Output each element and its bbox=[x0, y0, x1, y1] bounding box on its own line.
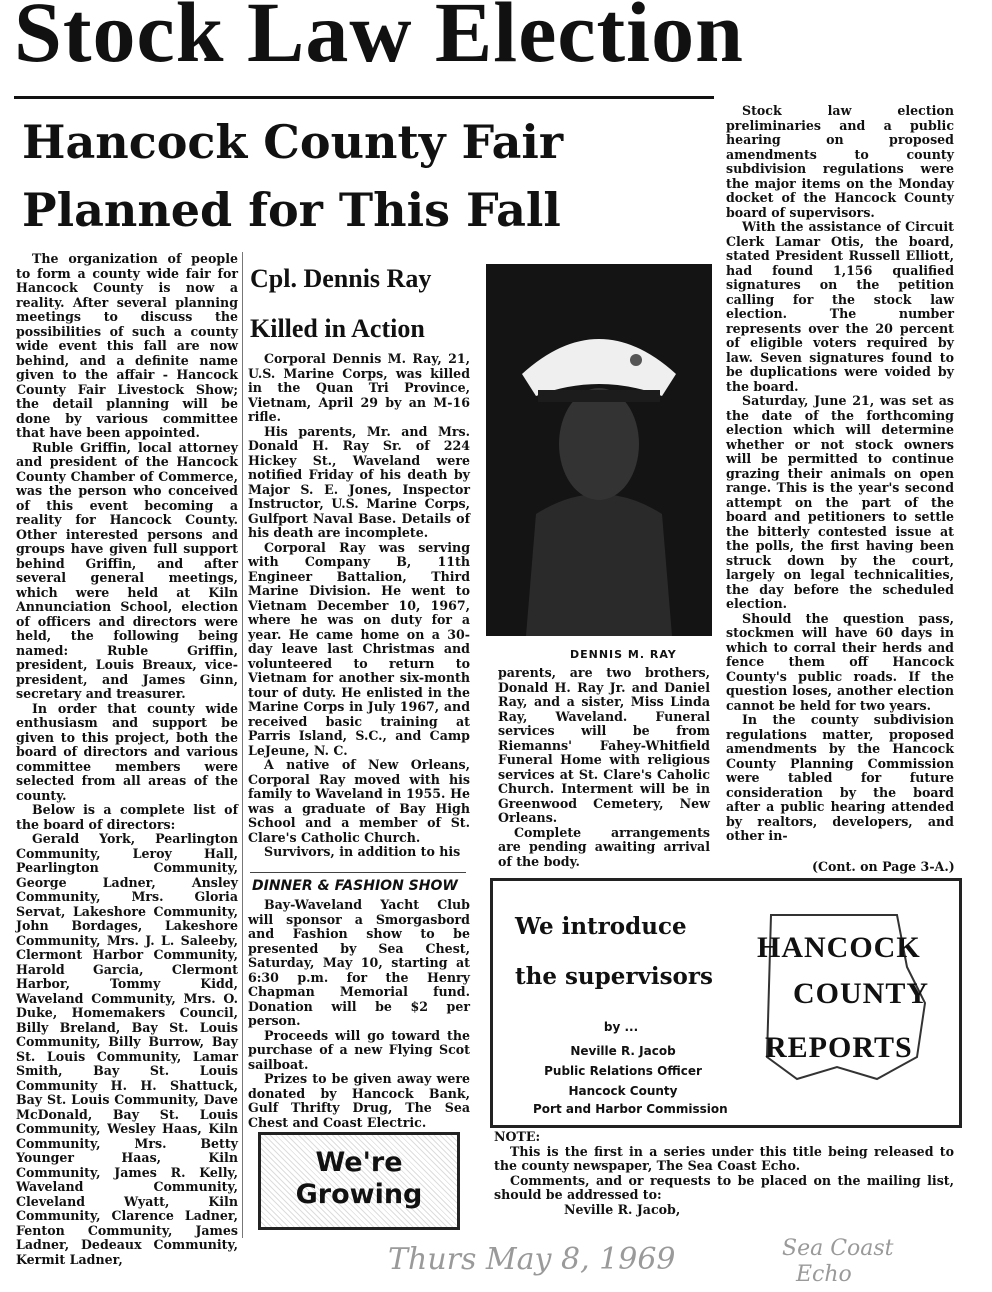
supervisors-by: by ... bbox=[603, 1020, 639, 1034]
ray-paragraph-5: Survivors, in addition to his bbox=[264, 844, 461, 859]
dinner-paragraph-1: Bay-Waveland Yacht Club will sponsor a Smorgasbord and Fashion show to be presented by Sea Chest, Saturday, May 10, starting at 6:30 p.m. for the Henry Chapman Memorial fund. Donation will be $2 per person. bbox=[248, 897, 470, 1028]
dinner-paragraph-2: Proceeds will go toward the purchase of a new Flying Scot sailboat. bbox=[248, 1027, 470, 1072]
note-paragraph-2: Comments, and or requests to be placed on the mailing list, should be addressed to: bbox=[494, 1172, 954, 1202]
column-rule-1 bbox=[242, 252, 243, 1238]
supervisors-role: Public Relations Officer bbox=[544, 1064, 702, 1078]
handwritten-date: Thurs May 8, 1969 bbox=[388, 1242, 676, 1277]
were-growing-box bbox=[258, 1132, 460, 1230]
dinner-paragraph-3: Prizes to be given away were donated by Hancock Bank, Gulf Thrifty Drug, The Sea Chest and Coast Electric. bbox=[248, 1071, 470, 1130]
fair-paragraph-4: Below is a complete list of the board of directors: bbox=[16, 802, 238, 832]
fair-paragraph-2: Ruble Griffin, local attorney and president of the Hancock County Chamber of Commerce, was the person who conceived of this event becoming a reality for Hancock County. Other interested persons and groups have given full support behind Griffin, and after several general meetings, which were held at Kiln Annunciation School, election of officers and directors were held, the following being named: Ruble Griffin, president, Louis Breaux, vice-president, and James Ginn, secretary and treasurer. bbox=[16, 439, 238, 701]
logo-line-hancock: HANCOCK bbox=[757, 931, 921, 964]
ray-paragraph-1: Corporal Dennis M. Ray, 21, U.S. Marine Corps, was killed in the Quan Tri Province, Vietnam, April 29 by an M-16 rifle. bbox=[248, 351, 470, 424]
stock-law-story bbox=[726, 104, 954, 860]
ray-paragraph-3: Corporal Ray was serving with Company B, 11th Engineer Battalion, Third Marine Division. He went to Vietnam December 10, 1967, where he was on duty for a year. He came home on a 30-day leave last Christmas and volunteered to return to Vietnam for another six-month tour of duty. He enlisted in the Marine Corps in July 1967, and received basic training at Parris Island, S.C., and Camp LeJeune, N. C. bbox=[248, 539, 470, 758]
supervisors-box bbox=[490, 878, 962, 1128]
masthead-rule bbox=[14, 96, 714, 99]
ray-continuation-paragraph-2: Complete arrangements are pending awaiting arrival of the body. bbox=[498, 824, 710, 869]
were-growing-line-1: We're bbox=[315, 1147, 403, 1178]
supervisors-title-line-2: the supervisors bbox=[515, 963, 713, 990]
handwritten-paper-line-1: Sea Coast bbox=[782, 1236, 894, 1261]
dinner-story bbox=[248, 897, 470, 1130]
note-paragraph-3: Neville R. Jacob, bbox=[564, 1201, 681, 1217]
handwritten-paper-line-2: Echo bbox=[796, 1262, 852, 1287]
supervisors-org-2: Port and Harbor Commission bbox=[533, 1102, 728, 1116]
logo-line-county: COUNTY bbox=[793, 977, 930, 1010]
note-label: NOTE: bbox=[494, 1129, 541, 1144]
stock-law-paragraph-3: Saturday, June 21, was set as the date of the forthcoming election which will determine whether or not stock owners will be permitted to continue grazing their animals on open range. This is the year's second attempt on the part of the board and petitioners to settle the bitterly contested issue at the polls, the first having been struck down by the court, largely on legal technicalities, the day before the scheduled election. bbox=[726, 393, 954, 611]
stock-law-paragraph-4: Should the question pass, stockmen will have 60 days in which to corral their herds and fence them off Hancock County's public roads. If the question loses, another election cannot be held for two years. bbox=[726, 610, 954, 713]
supervisors-org-1: Hancock County bbox=[568, 1084, 678, 1098]
dennis-ray-photo bbox=[486, 264, 712, 636]
ray-continuation bbox=[498, 665, 710, 869]
masthead-title: Stock Law Election bbox=[14, 0, 744, 80]
ray-paragraph-4: A native of New Orleans, Corporal Ray moved with his family to Waveland in 1955. He was a graduate of Bay High School and a member of St. Clare's Catholic Church. bbox=[248, 757, 470, 845]
headline-line-1: Hancock County Fair bbox=[22, 115, 564, 169]
note-paragraph-1: This is the first in a series under this title being released to the county newspaper, The Sea Coast Echo. bbox=[494, 1143, 954, 1173]
supervisors-author: Neville R. Jacob bbox=[570, 1044, 676, 1058]
marine-portrait-image bbox=[486, 264, 712, 636]
ray-headline-line-1: Cpl. Dennis Ray bbox=[250, 264, 432, 293]
logo-line-reports: REPORTS bbox=[765, 1031, 913, 1064]
supervisors-note bbox=[494, 1130, 954, 1230]
stock-law-continued: (Cont. on Page 3-A.) bbox=[812, 859, 955, 874]
photo-caption: DENNIS M. RAY bbox=[570, 648, 677, 661]
fair-directors-list: Gerald York, Pearlington Community, Leroy Hall, Pearlington Community, George Ladner, Ansley Community, Mrs. Gloria Servat, Lakeshore Community, John Bordages, Lakeshore Community, Mrs. J. L. Saleeby, Clermont Harbor Community, Harold Garcia, Clermont Harbor, Tommy Kidd, Waveland Community, Mrs. O. Duke, Homemakers Council, Billy Breland, Bay St. Louis Community, Billy Burrow, Bay St. Louis Community, Lamar Smith, Bay St. Louis Community H. H. Shattuck, Bay St. Louis Community, Dave McDonald, Bay St. Louis Community, Wesley Haas, Kiln Community, Mrs. Betty Younger Haas, Kiln Community, James R. Kelly, Waveland Community, Cleveland Wyatt, Kiln Community, Clarence Ladner, Fenton Community, James Ladner, Dedeaux Community, Kermit Ladner, bbox=[16, 831, 238, 1267]
dinner-rule bbox=[250, 872, 466, 873]
ray-continuation-paragraph: parents, are two brothers, Donald H. Ray Jr. and Daniel Ray, and a sister, Miss Linda Ray, Waveland. Funeral services will be from Riemanns' Fahey-Whitfield Funeral Home with religious services at St. Clare's Caholic Church. Interment will be in Greenwood Cemetery, New Orleans. bbox=[498, 665, 710, 825]
ray-story bbox=[248, 352, 470, 870]
ray-paragraph-2: His parents, Mr. and Mrs. Donald H. Ray Sr. of 224 Hickey St., Waveland were notified Friday of his death by Major S. E. Jones, Inspector Instructor, U.S. Marine Corps, Gulfport Naval Base. Details of his death are incomplete. bbox=[248, 423, 470, 540]
supervisors-title-line-1: We introduce bbox=[515, 913, 687, 940]
fair-paragraph-3: In order that county wide enthusiasm and support be given to this project, both the board of directors and various committee members were selected from all areas of the county. bbox=[16, 700, 238, 803]
stock-law-paragraph-5: In the county subdivision regulations matter, proposed amendments by the Hancock County Planning Commission were tabled for future consideration by the board after a public hearing attended by realtors, developers, and other in- bbox=[726, 712, 954, 843]
stock-law-paragraph-2: With the assistance of Circuit Clerk Lamar Otis, the board, stated President Russell Elliott, had found 1,156 qualified signatures on the petition calling for the stock law election. The number represents over the 20 percent of eligible voters required by law. Seven signatures found to be duplications were voided by the board. bbox=[726, 219, 954, 394]
fair-story bbox=[16, 251, 238, 1267]
dinner-kicker: DINNER & FASHION SHOW bbox=[252, 878, 458, 894]
fair-paragraph-1: The organization of people to form a county wide fair for Hancock County is now a reality. After several planning meetings to discuss the possibilities of such a county wide event this fall are now behind, and a definite name given to the affair - Hancock County Fair Livestock Show; the detail planning will be done by various committee that have been appointed. bbox=[16, 251, 238, 440]
stock-law-paragraph-1: Stock law election preliminaries and a public hearing on proposed amendments to county subdivision regulations were the major items on the Monday docket of the Hancock County board of supervisors. bbox=[726, 103, 954, 220]
were-growing-line-2: Growing bbox=[295, 1179, 423, 1210]
ray-headline-line-2: Killed in Action bbox=[250, 314, 425, 343]
headline-line-2: Planned for This Fall bbox=[22, 183, 561, 237]
